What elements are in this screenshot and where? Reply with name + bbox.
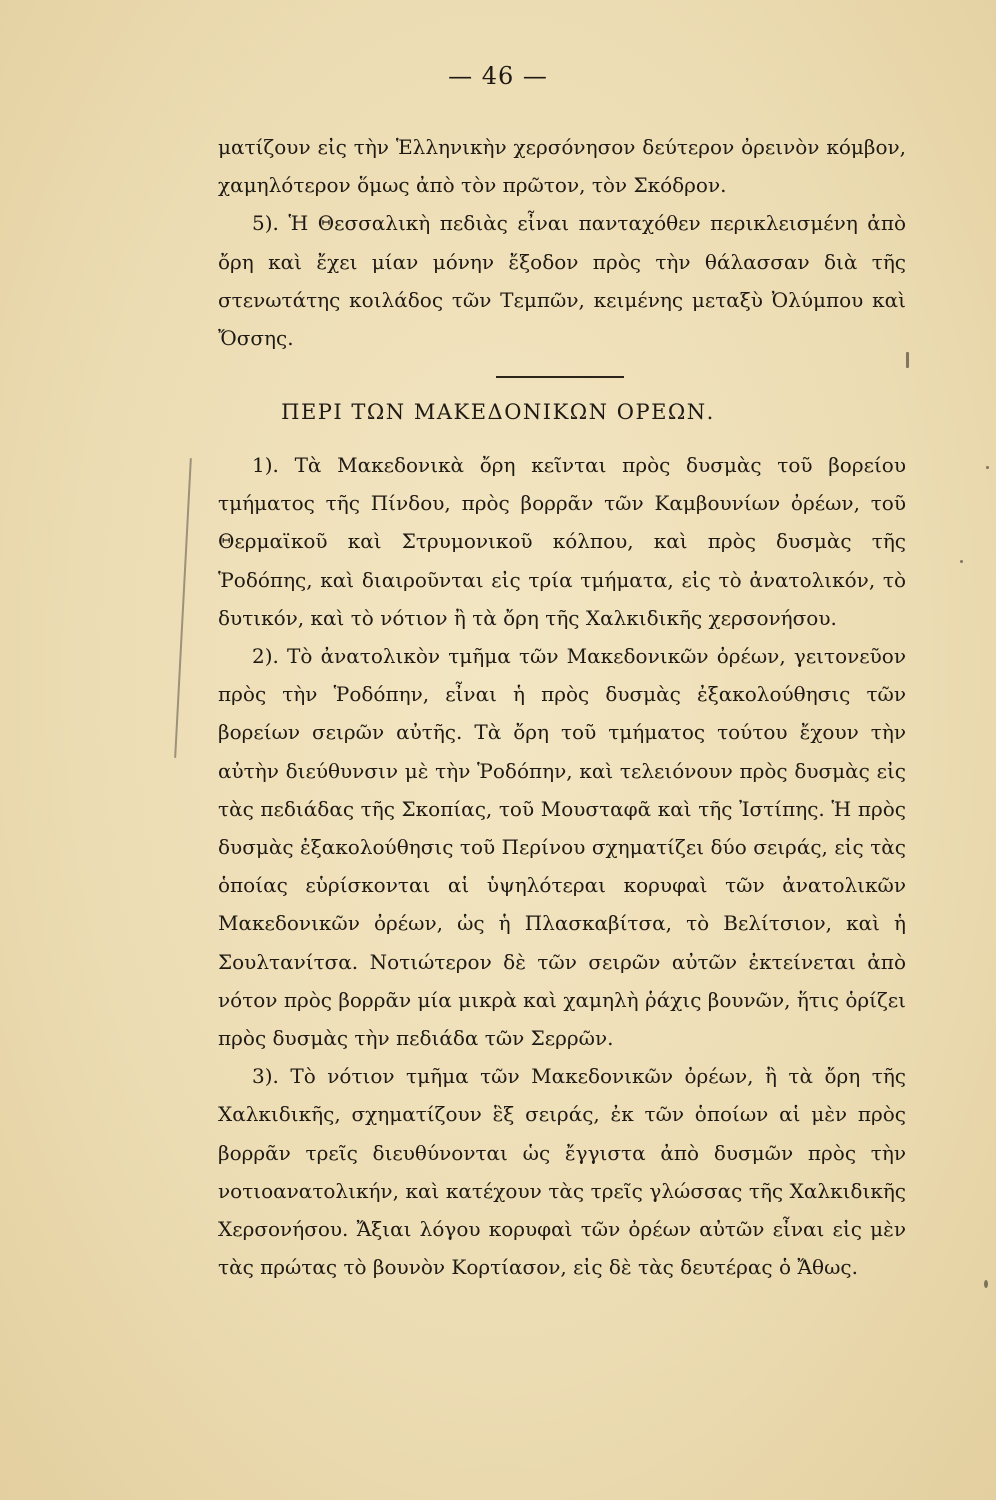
ink-speck [906, 352, 909, 368]
page-number: — 46 — [448, 62, 548, 90]
section-divider [496, 376, 624, 378]
margin-pencil-mark [174, 458, 192, 758]
section-paragraph-3: 3). Τὸ νότιον τμῆμα τῶν Μακεδονικῶν ὀρέων, ἢ τὰ ὄρη τῆς Χαλκιδικῆς, σχηματίζουν ἓξ σειράς, ἐκ τῶν ὁποίων αἱ μὲν πρὸς βορρᾶν τρεῖς διευθύνονται ὡς ἔγγιστα ἀπὸ δυσμῶν πρὸς τὴν νοτιοανατολικήν, καὶ κατέχουν τὰς τρεῖς γλώσσας τῆς Χαλκιδικῆς Χερσονήσου. Ἄξιαι λόγου κορυφαὶ τῶν ὀρέων αὐτῶν εἶναι εἰς μὲν τὰς πρώτας τὸ βουνὸν Κορτίασον, εἰς δὲ τὰς δευτέρας ὁ Ἄθως. [218, 1064, 906, 1280]
section-text-block [218, 446, 906, 1286]
section-paragraph-2: 2). Τὸ ἀνατολικὸν τμῆμα τῶν Μακεδονικῶν ὀρέων, γειτονεῦον πρὸς τὴν Ῥοδόπην, εἶναι ἡ πρὸς δυσμὰς ἐξακολούθησις τῶν βορείων σειρῶν αὐτῆς. Τὰ ὄρη τοῦ τμήματος τούτου ἔχουν τὴν αὐτὴν διεύθυνσιν μὲ τὴν Ῥοδόπην, καὶ τελειόνουν πρὸς δυσμὰς εἰς τὰς πεδιάδας τῆς Σκοπίας, τοῦ Μουσταφᾶ καὶ τῆς Ἰστίπης. Ἡ πρὸς δυσμὰς ἐξακολούθησις τοῦ Περίνου σχηματίζει δύο σειράς, εἰς τὰς ὁποίας εὑρίσκονται αἱ ὑψηλότεραι κορυφαὶ τῶν ἀνατολικῶν Μακεδονικῶν ὀρέων, ὡς ἡ Πλασκαβίτσα, τὸ Βελίτσιον, καὶ ἡ Σουλτανίτσα. Νοτιώτερον δὲ τῶν σειρῶν αὐτῶν ἐκτείνεται ἀπὸ νότον πρὸς βορρᾶν μία μικρὰ καὶ χαμηλὴ ῥάχις βουνῶν, ἥτις ὁρίζει πρὸς δυσμὰς τὴν πεδιάδα τῶν Σερρῶν. [218, 644, 906, 1051]
ink-speck [986, 466, 989, 469]
section-paragraph-1: 1). Τὰ Μακεδονικὰ ὄρη κεῖνται πρὸς δυσμὰς τοῦ βορείου τμήματος τῆς Πίνδου, πρὸς βορρᾶν τῶν Καμβουνίων ὀρέων, τοῦ Θερμαϊκοῦ καὶ Στρυμονικοῦ κόλπου, καὶ πρὸς δυσμὰς τῆς Ῥοδόπης, καὶ διαιροῦνται εἰς τρία τμήματα, εἰς τὸ ἀνατολικόν, τὸ δυτικόν, καὶ τὸ νότιον ἢ τὰ ὄρη τῆς Χαλκιδικῆς χερσονήσου. [218, 453, 906, 630]
paragraph-5: 5). Ἡ Θεσσαλικὴ πεδιὰς εἶναι πανταχόθεν περικλεισμένη ἀπὸ ὄρη καὶ ἔχει μίαν μόνην ἔξοδον πρὸς τὴν θάλασσαν διὰ τῆς στενωτάτης κοιλάδος τῶν Τεμπῶν, κειμένης μεταξὺ Ὀλύμπου καὶ Ὄσσης. [218, 211, 906, 351]
paragraph-continuation: ματίζουν εἰς τὴν Ἑλληνικὴν χερσόνησον δεύτερον ὀρεινὸν κόμβον, χαμηλότερον ὅμως ἀπὸ τὸν πρῶτον, τὸν Σκόδρον. [218, 135, 906, 198]
ink-speck [960, 560, 963, 563]
section-heading: ΠΕΡΙ ΤΩΝ ΜΑΚΕΔΟΝΙΚΩΝ ΟΡΕΩΝ. [281, 400, 715, 424]
top-text-block [218, 128, 906, 357]
ink-speck [984, 1280, 988, 1288]
